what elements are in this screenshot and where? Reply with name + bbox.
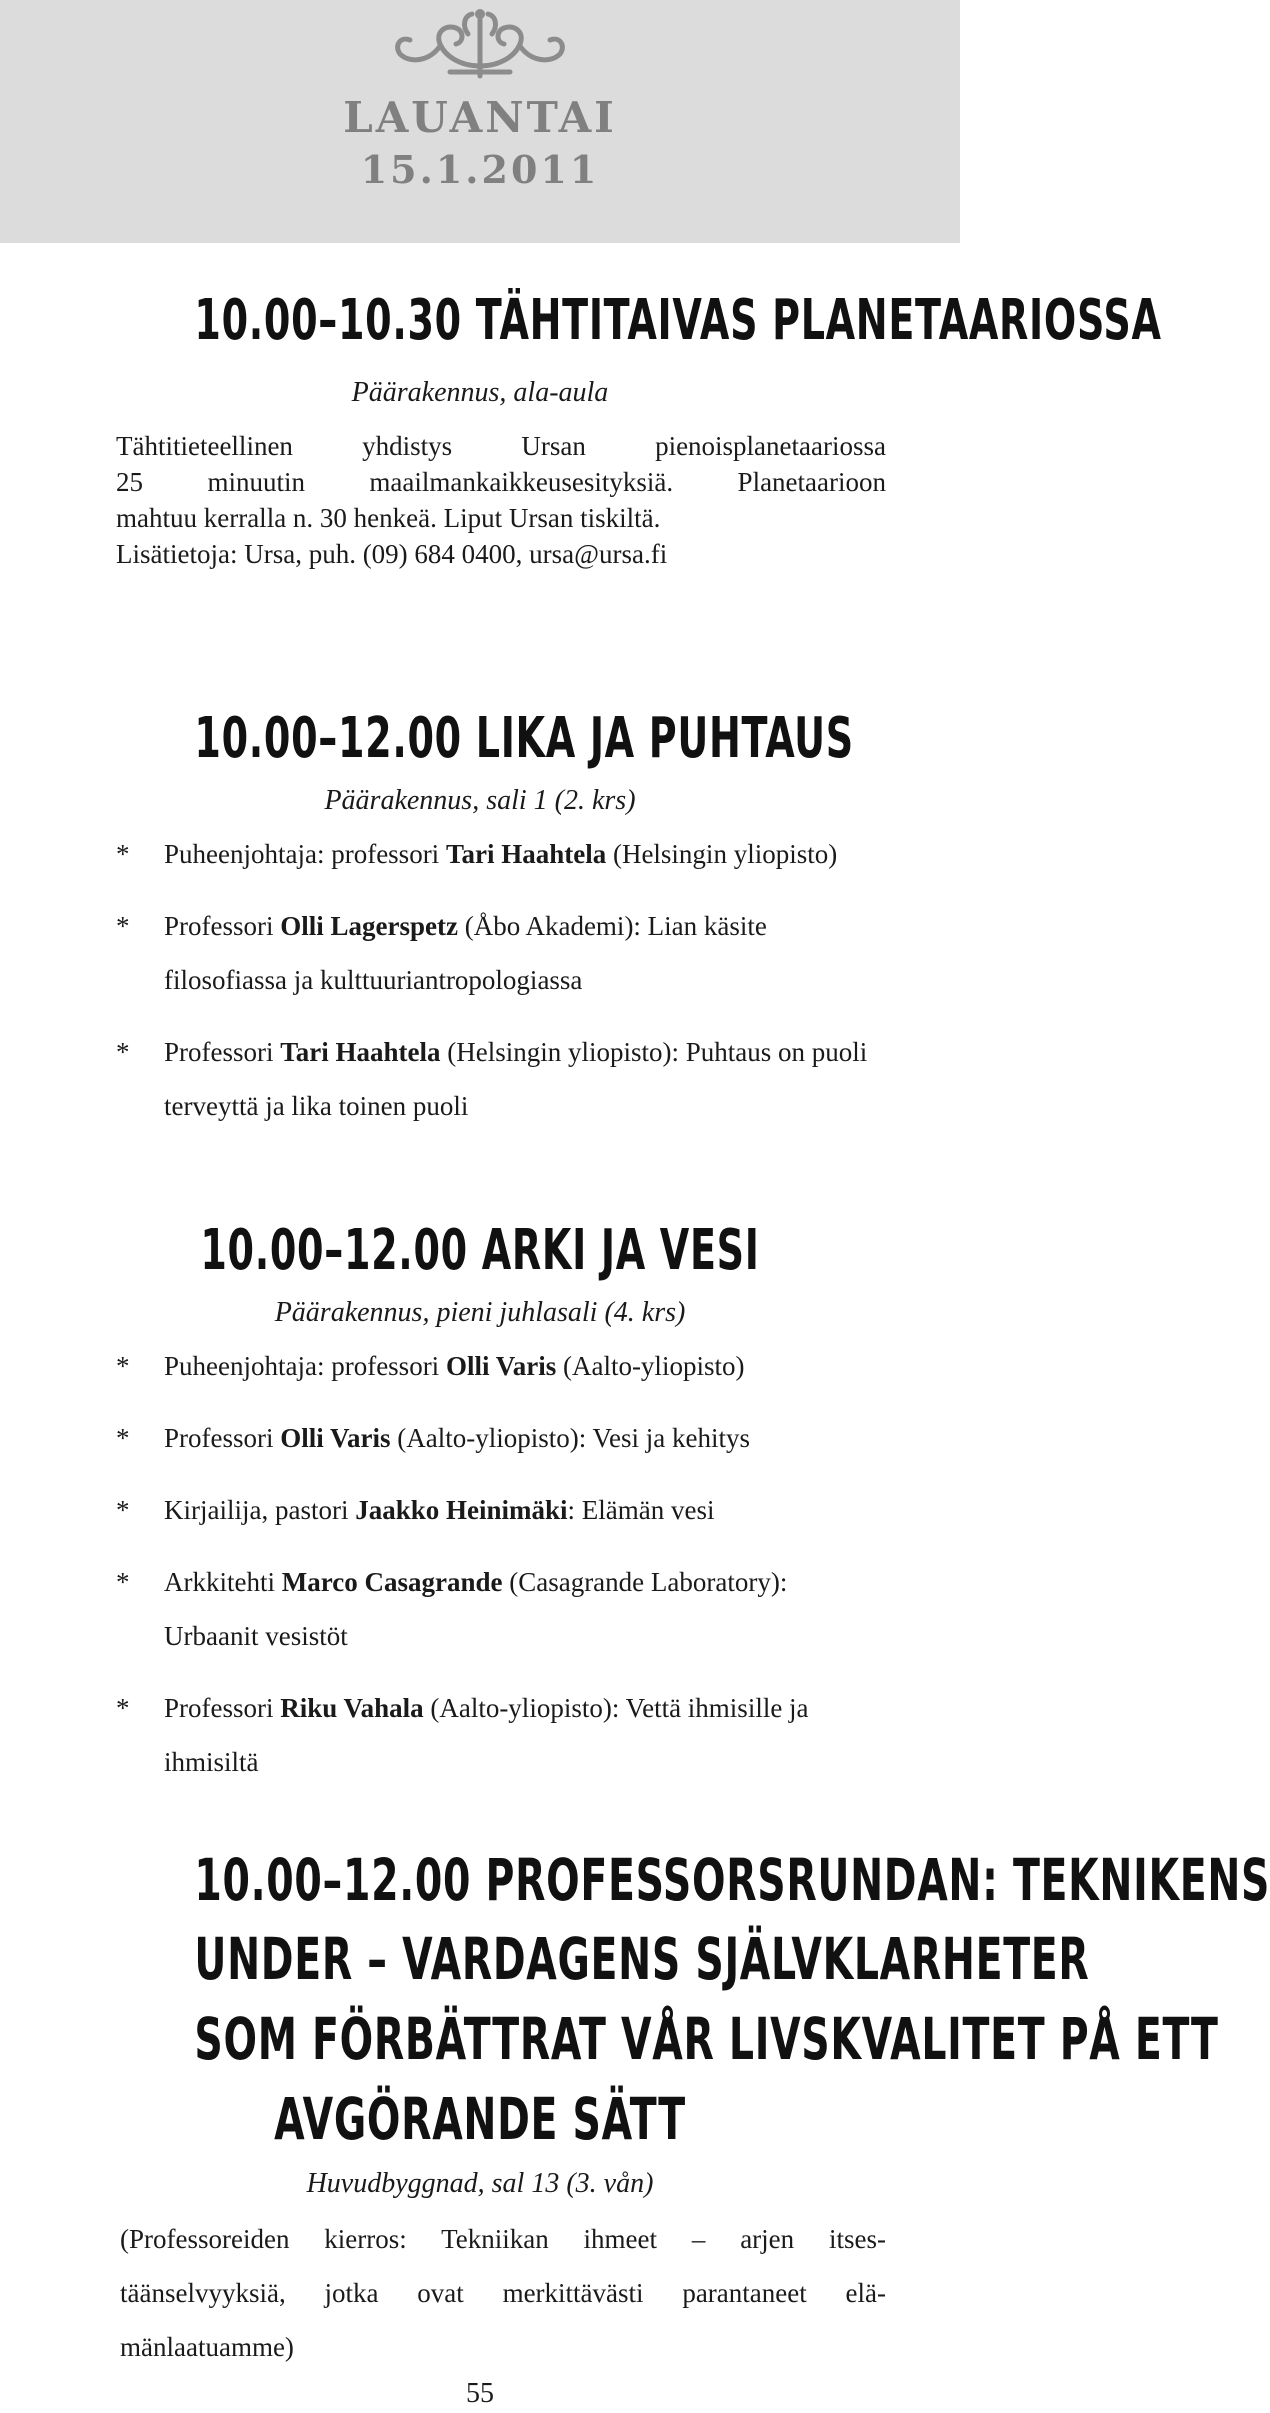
list-item: * Kirjailija, pastori Jaakko Heinimäki: Elämän vesi bbox=[116, 1495, 715, 1525]
list-item: * Arkkitehti Marco Casagrande (Casagrande Laboratory): Urbaanit vesistöt bbox=[116, 1567, 788, 1651]
date-title: 15.1.2011 bbox=[360, 147, 600, 192]
venue: Päärakennus, sali 1 (2. krs) bbox=[324, 785, 636, 816]
speaker-name: Riku Vahala bbox=[280, 1693, 424, 1723]
event-description bbox=[116, 428, 886, 572]
event-description bbox=[120, 2212, 886, 2374]
venue: Päärakennus, pieni juhlasali (4. krs) bbox=[274, 1297, 686, 1328]
heading-line: 10.00–12.00 PROFESSORSRUNDAN: TEKNIKENS bbox=[194, 1846, 1270, 1914]
list-item: * Professori Tari Haahtela (Helsingin yliopisto): Puhtaus on puoli terveyttä ja lika toinen puoli bbox=[116, 1037, 868, 1121]
speaker-name: Olli Lagerspetz bbox=[280, 911, 458, 941]
speaker-name: Olli Varis bbox=[280, 1423, 391, 1453]
page-number: 55 bbox=[466, 2378, 494, 2409]
day-header-band bbox=[0, 0, 960, 243]
section-heading bbox=[194, 706, 854, 771]
text-line: mänlaatuamme) bbox=[120, 2332, 294, 2362]
section-heading bbox=[194, 1218, 765, 1283]
speaker-name: Marco Casagrande bbox=[281, 1567, 503, 1597]
heading-line: SOM FÖRBÄTTRAT VÅR LIVSKVALITET PÅ ETT bbox=[194, 2005, 1219, 2073]
list-item: * Professori Olli Varis (Aalto-yliopisto): Vesi ja kehitys bbox=[116, 1423, 750, 1453]
text-line: Tähtitieteellinen yhdistys Ursan pienoisplanetaariossa bbox=[116, 431, 886, 461]
heading-line: 10.00–10.30 TÄHTITAIVAS PLANETAARIOSSA bbox=[194, 288, 1162, 353]
list-item: * Puheenjohtaja: professori Tari Haahtela (Helsingin yliopisto) bbox=[116, 839, 838, 869]
heading-line: 10.00–12.00 LIKA JA PUHTAUS bbox=[194, 706, 854, 771]
speaker-name: Jaakko Heinimäki bbox=[355, 1495, 568, 1525]
text-line: mahtuu kerralla n. 30 henkeä. Liput Ursan tiskiltä. bbox=[116, 503, 661, 533]
flourish-ornament-icon bbox=[390, 6, 570, 90]
list-item: * Professori Olli Lagerspetz (Åbo Akademi): Lian käsite filosofiassa ja kulttuuriantropologiassa bbox=[116, 911, 767, 995]
speaker-name: Olli Varis bbox=[445, 1351, 557, 1381]
venue: Huvudbyggnad, sal 13 (3. vån) bbox=[306, 2168, 654, 2199]
section-heading bbox=[194, 288, 1162, 353]
day-title: LAUANTAI bbox=[343, 93, 617, 142]
text-line: Lisätietoja: Ursa, puh. (09) 684 0400, ursa@ursa.fi bbox=[116, 539, 668, 569]
venue: Päärakennus, ala-aula bbox=[351, 377, 609, 408]
text-line: 25 minuutin maailmankaikkeusesityksiä. Planetaarioon bbox=[116, 467, 886, 497]
text-line: (Professoreiden kierros: Tekniikan ihmeet – arjen itses- bbox=[120, 2224, 886, 2254]
heading-line: AVGÖRANDE SÄTT bbox=[274, 2085, 686, 2153]
heading-line: UNDER – VARDAGENS SJÄLVKLARHETER bbox=[194, 1925, 1090, 1993]
speaker-name: Tari Haahtela bbox=[280, 1037, 441, 1067]
heading-line: 10.00–12.00 ARKI JA VESI bbox=[200, 1218, 760, 1283]
text-line: täänselvyyksiä, jotka ovat merkittävästi parantaneet elä- bbox=[120, 2278, 886, 2308]
speaker-list bbox=[116, 827, 876, 1151]
list-item: * Professori Riku Vahala (Aalto-yliopisto): Vettä ihmisille ja ihmisiltä bbox=[116, 1693, 809, 1777]
speaker-list bbox=[116, 1339, 876, 1807]
list-item: * Puheenjohtaja: professori Olli Varis (Aalto-yliopisto) bbox=[116, 1351, 745, 1381]
speaker-name: Tari Haahtela bbox=[445, 839, 607, 869]
